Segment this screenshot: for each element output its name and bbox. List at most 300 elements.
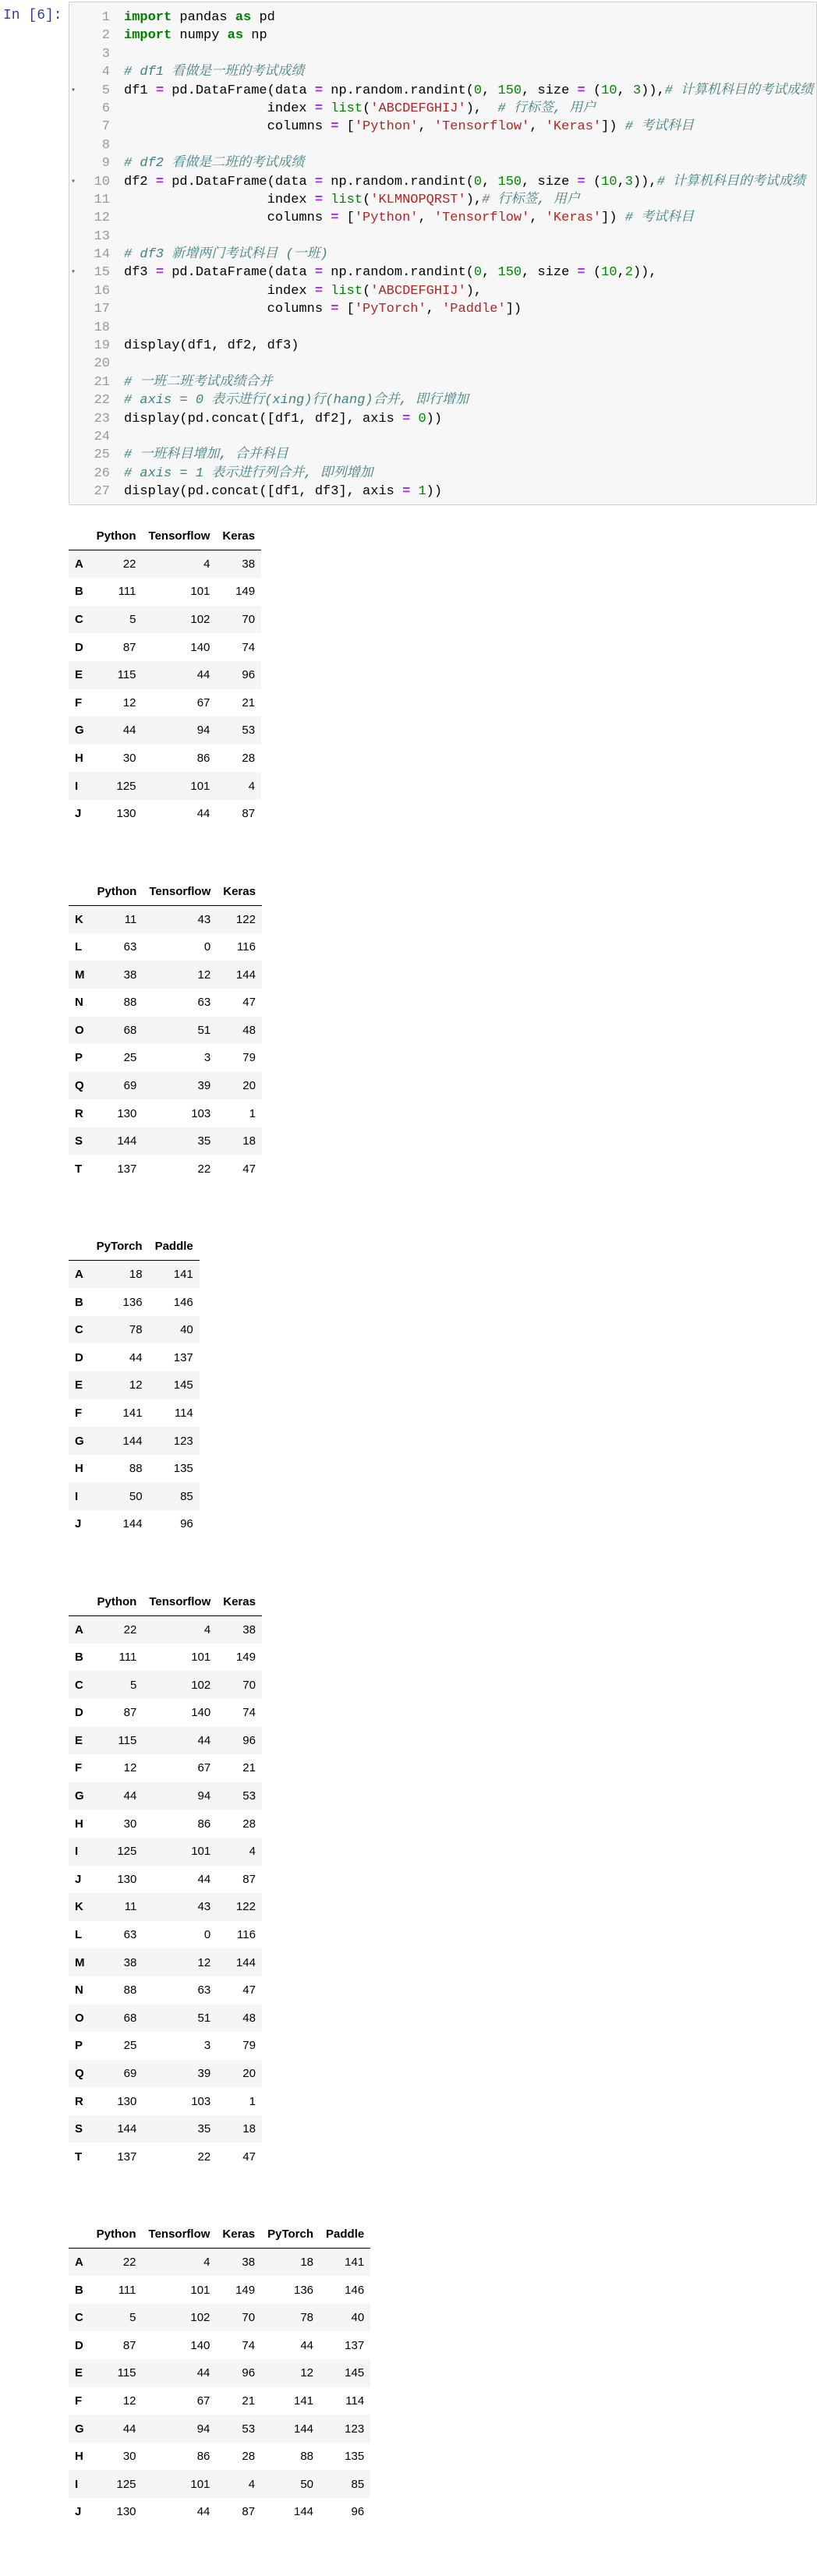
- row-index-label: C: [75, 1678, 83, 1692]
- table-cell: 12: [122, 2394, 136, 2408]
- table-cell: 140: [190, 640, 210, 654]
- code-token: ]): [505, 302, 522, 317]
- table-cell: 115: [117, 2366, 136, 2380]
- code-token: 'ABCDEFGHIJ': [370, 101, 466, 116]
- column-header: Python: [91, 1588, 143, 1616]
- table-row: [69, 2060, 262, 2088]
- table-row: [69, 2249, 370, 2277]
- code-token: # 考试科目: [624, 119, 695, 135]
- code-token: 150: [497, 174, 522, 189]
- code-line[interactable]: [124, 154, 816, 172]
- table-cell: 70: [242, 1678, 256, 1692]
- table-row: [69, 2032, 262, 2060]
- fold-arrow-icon[interactable]: ▾: [71, 177, 76, 186]
- code-token: 0: [473, 174, 483, 189]
- line-number: 27: [94, 484, 110, 500]
- code-line[interactable]: [124, 282, 816, 300]
- row-index-label: C: [75, 613, 83, 627]
- table-cell: 25: [123, 1051, 137, 1065]
- table-cell: 144: [293, 2505, 314, 2519]
- line-number: 21: [94, 374, 110, 390]
- code-token: 3: [624, 174, 633, 189]
- row-index-label: E: [75, 668, 83, 682]
- table-cell: 96: [180, 1517, 193, 1531]
- code-token: =: [155, 265, 164, 281]
- code-token: 2: [624, 265, 633, 281]
- code-token: columns: [124, 119, 331, 135]
- code-token: [: [338, 302, 355, 317]
- code-token: =: [331, 119, 339, 135]
- table-row: [69, 961, 262, 989]
- line-number: 13: [94, 228, 110, 244]
- table-cell: 68: [123, 2011, 137, 2025]
- column-header: PyTorch: [261, 2220, 320, 2249]
- table-cell: 144: [293, 2422, 314, 2436]
- line-number: 8: [101, 137, 110, 153]
- code-cell-editor[interactable]: [69, 2, 817, 505]
- table-row: [69, 1644, 262, 1672]
- table-cell: 146: [345, 2283, 365, 2297]
- code-line[interactable]: [124, 136, 816, 154]
- table-cell: 102: [190, 613, 210, 627]
- table-cell: 44: [196, 2505, 210, 2519]
- table-cell: 111: [118, 2283, 136, 2297]
- code-token: # 行标签, 用户: [482, 192, 580, 207]
- table-cell: 53: [242, 724, 256, 738]
- row-index-label: C: [75, 2311, 83, 2325]
- table-row: [69, 1893, 262, 1921]
- row-index-label: B: [75, 2283, 83, 2297]
- table-cell: 47: [242, 996, 256, 1010]
- code-line[interactable]: [124, 45, 816, 63]
- table-cell: 111: [118, 1651, 137, 1665]
- code-token: 'Python': [354, 211, 419, 226]
- code-line[interactable]: [124, 27, 816, 44]
- line-number: ▾ 15: [69, 264, 116, 281]
- line-number: 19: [94, 338, 110, 354]
- code-token: 0: [473, 265, 483, 281]
- row-index-label: S: [75, 2122, 83, 2136]
- table-cell: 96: [351, 2505, 365, 2519]
- row-index-label: G: [75, 1789, 84, 1803]
- code-token: columns: [124, 302, 331, 317]
- table-row: [69, 2415, 370, 2443]
- table-cell: 0: [203, 1928, 211, 1942]
- table-cell: 67: [197, 1761, 211, 1775]
- table-cell: 53: [242, 1789, 256, 1803]
- column-header: Keras: [216, 2220, 261, 2249]
- table-row: [69, 1482, 200, 1510]
- table-cell: 78: [300, 2311, 314, 2325]
- table-cell: 130: [117, 1872, 137, 1886]
- line-number: 14: [94, 247, 110, 263]
- code-token: [323, 284, 331, 299]
- table-cell: 115: [118, 1733, 137, 1747]
- table-cell: 96: [242, 668, 256, 682]
- code-token: 'Paddle': [442, 302, 506, 317]
- fold-arrow-icon[interactable]: ▾: [71, 86, 76, 95]
- line-number: 16: [94, 283, 110, 299]
- row-index-label: O: [75, 1023, 84, 1037]
- row-index-label: I: [75, 1845, 79, 1859]
- line-number: 17: [94, 302, 110, 317]
- table-row: [69, 2498, 370, 2526]
- table-cell: 140: [190, 2338, 210, 2352]
- code-area[interactable]: [124, 9, 816, 501]
- code-token: ),: [465, 101, 498, 116]
- code-token: =: [155, 174, 164, 189]
- code-token: =: [314, 101, 324, 116]
- table-cell: 102: [191, 1678, 211, 1692]
- table-cell: 101: [190, 2477, 210, 2491]
- table-cell: 63: [197, 996, 211, 1010]
- code-token: df3: [124, 265, 156, 281]
- table-cell: 87: [242, 2505, 256, 2519]
- index-header: [69, 1233, 90, 1261]
- table-cell: 123: [173, 1434, 193, 1448]
- code-token: np.random.randint(: [323, 174, 474, 189]
- table-row: [69, 1044, 262, 1072]
- code-token: display(pd.concat([df1, df2], axis: [124, 411, 403, 426]
- table-cell: 18: [129, 1268, 143, 1282]
- table-cell: 144: [117, 1134, 137, 1148]
- table-cell: 146: [173, 1295, 193, 1309]
- table-row: [69, 661, 261, 689]
- code-line[interactable]: [124, 300, 816, 318]
- dataframe-table: [69, 1588, 262, 2171]
- code-line[interactable]: [124, 246, 816, 264]
- code-token: pd.DataFrame(data: [164, 174, 315, 189]
- table-cell: 44: [122, 724, 136, 738]
- table-cell: 3: [203, 1051, 211, 1065]
- table-cell: 137: [173, 1350, 193, 1364]
- table-cell: 22: [122, 2256, 136, 2270]
- table-cell: 102: [190, 2311, 210, 2325]
- index-header: [69, 1588, 91, 1616]
- table-cell: 135: [345, 2450, 365, 2464]
- table-cell: 3: [203, 2039, 211, 2053]
- dataframe-table: [69, 522, 261, 828]
- index-header: [69, 2220, 90, 2249]
- code-token: =: [314, 283, 324, 299]
- row-index-label: D: [75, 2338, 83, 2352]
- row-index-label: P: [75, 2039, 83, 2053]
- table-cell: 12: [300, 2366, 314, 2380]
- code-token: =: [331, 211, 339, 226]
- column-header: Python: [90, 522, 143, 550]
- code-token: =: [314, 174, 324, 189]
- table-cell: 50: [300, 2477, 314, 2491]
- table-cell: 44: [196, 2366, 210, 2380]
- table-cell: 122: [235, 1900, 256, 1914]
- table-cell: 48: [242, 1023, 256, 1037]
- row-index-label: G: [75, 2422, 84, 2436]
- table-cell: 86: [196, 2450, 210, 2464]
- table-cell: 86: [197, 1817, 211, 1831]
- code-token: 0: [473, 83, 483, 98]
- code-token: [: [338, 211, 355, 226]
- table-row: [69, 1072, 262, 1100]
- row-index-label: K: [75, 912, 83, 926]
- table-cell: 144: [122, 1517, 143, 1531]
- table-row: [69, 2331, 370, 2359]
- code-line[interactable]: [124, 264, 816, 281]
- code-line[interactable]: [124, 118, 816, 136]
- code-token: ,: [418, 119, 434, 135]
- table-cell: 21: [242, 695, 256, 709]
- row-index-label: C: [75, 1323, 83, 1337]
- table-cell: 141: [345, 2256, 365, 2270]
- code-line[interactable]: [124, 173, 816, 191]
- code-token: numpy: [172, 28, 228, 44]
- table-row: [69, 1017, 262, 1045]
- code-token: index: [124, 283, 315, 299]
- table-cell: 141: [173, 1268, 193, 1282]
- table-row: [69, 550, 261, 579]
- table-cell: 40: [180, 1323, 193, 1337]
- table-cell: 136: [122, 1295, 143, 1309]
- table-row: [69, 1510, 200, 1538]
- table-cell: 96: [242, 1733, 256, 1747]
- line-number: 9: [101, 156, 110, 172]
- table-cell: 4: [203, 2256, 210, 2270]
- table-cell: 130: [117, 1106, 137, 1120]
- line-number: 3: [101, 46, 110, 62]
- code-token: =: [402, 484, 411, 500]
- table-cell: 12: [129, 1378, 143, 1392]
- table-cell: 137: [345, 2338, 365, 2352]
- line-number: 23: [94, 411, 110, 426]
- table-row: [69, 1316, 200, 1344]
- code-line[interactable]: [124, 410, 816, 428]
- table-row: [69, 717, 261, 745]
- table-cell: 122: [235, 912, 256, 926]
- row-index-label: Q: [75, 2066, 84, 2080]
- table-row: [69, 1127, 262, 1155]
- table-cell: 4: [203, 1622, 211, 1637]
- line-number: 1: [101, 10, 110, 25]
- table-cell: 20: [242, 1078, 256, 1092]
- code-token: ,: [617, 174, 625, 189]
- fold-arrow-icon[interactable]: ▾: [71, 268, 76, 278]
- table-cell: 94: [197, 1789, 211, 1803]
- table-cell: 74: [242, 640, 256, 654]
- table-row: [69, 2115, 262, 2143]
- dataframe-table: [69, 878, 262, 1184]
- table-cell: 87: [122, 2338, 136, 2352]
- line-number: 24: [94, 429, 110, 444]
- table-cell: 47: [242, 2150, 256, 2164]
- table-row: [69, 1948, 262, 1976]
- table-row: [69, 2443, 370, 2471]
- code-token: 'Python': [354, 119, 419, 135]
- table-cell: 25: [123, 2039, 137, 2053]
- table-cell: 44: [197, 1872, 211, 1886]
- table-row: [69, 1671, 262, 1699]
- code-line[interactable]: [124, 446, 816, 464]
- code-line[interactable]: [124, 465, 816, 483]
- table-cell: 47: [242, 1983, 256, 1997]
- table-row: [69, 1921, 262, 1949]
- table-row: [69, 745, 261, 773]
- table-cell: 101: [190, 2283, 210, 2297]
- code-token: 3: [632, 83, 642, 98]
- table-cell: 12: [123, 1761, 137, 1775]
- table-cell: 18: [242, 2122, 256, 2136]
- row-index-label: J: [75, 1872, 82, 1886]
- code-token: =: [577, 83, 585, 98]
- table-cell: 38: [242, 557, 256, 571]
- code-line[interactable]: [124, 9, 816, 27]
- table-cell: 111: [118, 585, 136, 599]
- table-cell: 18: [300, 2256, 314, 2270]
- code-line[interactable]: [124, 209, 816, 227]
- table-cell: 101: [190, 779, 210, 793]
- table-cell: 144: [235, 1955, 256, 1969]
- table-cell: 43: [197, 1900, 211, 1914]
- table-row: [69, 1976, 262, 2005]
- table-cell: 149: [235, 1651, 256, 1665]
- code-token: ,: [426, 302, 443, 317]
- column-header: Paddle: [149, 1233, 200, 1261]
- code-token: columns: [124, 211, 331, 226]
- table-cell: 63: [123, 1928, 137, 1942]
- table-cell: 4: [248, 2477, 256, 2491]
- table-cell: 79: [242, 2039, 256, 2053]
- table-cell: 74: [242, 2338, 256, 2352]
- code-token: =: [331, 302, 339, 317]
- code-token: # 一班二班考试成绩合并: [124, 374, 273, 390]
- table-row: [69, 606, 261, 634]
- code-line[interactable]: [124, 319, 816, 337]
- line-number: 6: [101, 101, 110, 116]
- code-line[interactable]: [124, 191, 816, 209]
- table-cell: 74: [242, 1706, 256, 1720]
- code-line[interactable]: [124, 63, 816, 81]
- code-line[interactable]: [124, 337, 816, 355]
- code-token: index: [124, 101, 315, 116]
- table-cell: 28: [242, 752, 256, 766]
- code-token: df2: [124, 174, 156, 189]
- cell-prompt: In [6]:: [3, 8, 62, 23]
- line-number: 20: [94, 356, 110, 372]
- code-token: display(pd.concat([df1, df3], axis: [124, 484, 403, 500]
- table-cell: 130: [116, 807, 136, 821]
- code-token: np.random.randint(: [323, 83, 474, 98]
- row-index-label: H: [75, 2450, 83, 2464]
- code-token: 'KLMNOPQRST': [370, 192, 466, 207]
- code-token: =: [577, 265, 585, 281]
- code-token: (: [363, 283, 371, 299]
- table-cell: 88: [123, 996, 137, 1010]
- table-cell: 35: [197, 2122, 211, 2136]
- code-token: (: [363, 192, 371, 207]
- row-index-label: L: [75, 940, 83, 954]
- row-index-label: F: [75, 1406, 83, 1420]
- code-token: 1: [418, 484, 426, 500]
- code-token: list: [331, 101, 363, 116]
- code-token: )): [426, 484, 443, 500]
- code-line[interactable]: [124, 373, 816, 391]
- code-token: ]): [601, 211, 625, 226]
- table-cell: 50: [129, 1489, 143, 1503]
- line-number: 7: [101, 119, 110, 135]
- column-header: Tensorflow: [143, 2220, 217, 2249]
- code-token: # 行标签, 用户: [497, 101, 596, 116]
- table-cell: 125: [117, 1845, 137, 1859]
- code-token: =: [577, 174, 585, 189]
- code-token: )),: [632, 174, 657, 189]
- code-line[interactable]: [124, 100, 816, 118]
- table-cell: 114: [174, 1406, 193, 1420]
- row-index-label: D: [75, 1350, 83, 1364]
- code-line[interactable]: [124, 228, 816, 246]
- cell-outputs: [69, 522, 370, 2576]
- table-cell: 69: [123, 2066, 137, 2080]
- table-cell: 141: [122, 1406, 143, 1420]
- code-token: pandas: [172, 10, 235, 25]
- row-index-label: F: [75, 695, 83, 709]
- table-cell: 40: [351, 2311, 365, 2325]
- table-cell: 88: [129, 1462, 143, 1476]
- table-cell: 53: [242, 2422, 256, 2436]
- table-cell: 70: [242, 613, 256, 627]
- row-index-label: J: [75, 2505, 82, 2519]
- table-cell: 35: [197, 1134, 211, 1148]
- code-token: [: [338, 119, 355, 135]
- table-row: [69, 989, 262, 1017]
- dataframe-table: [69, 2220, 370, 2526]
- table-row: [69, 1754, 262, 1782]
- table-cell: 149: [235, 2283, 256, 2297]
- row-index-label: J: [75, 1517, 82, 1531]
- code-line[interactable]: [124, 483, 816, 501]
- code-token: [323, 193, 331, 207]
- table-cell: 114: [345, 2394, 365, 2408]
- table-cell: 44: [196, 807, 210, 821]
- code-line[interactable]: [124, 428, 816, 446]
- table-cell: 136: [293, 2283, 314, 2297]
- code-line[interactable]: [124, 391, 816, 409]
- table-cell: 116: [237, 1928, 256, 1942]
- line-number: 4: [101, 65, 110, 80]
- table-row: [69, 1288, 200, 1316]
- table-cell: 70: [242, 2311, 256, 2325]
- row-index-label: E: [75, 2366, 83, 2380]
- table-cell: 140: [191, 1706, 211, 1720]
- table-cell: 1: [249, 1106, 256, 1120]
- code-token: 0: [418, 411, 426, 426]
- row-index-label: R: [75, 1106, 83, 1120]
- table-cell: 87: [123, 1706, 137, 1720]
- table-cell: 144: [122, 1434, 143, 1448]
- table-cell: 103: [191, 1106, 211, 1120]
- table-cell: 123: [345, 2422, 365, 2436]
- line-number: ▾ 10: [69, 173, 116, 191]
- code-line[interactable]: [124, 355, 816, 373]
- row-index-label: E: [75, 1733, 83, 1747]
- code-token: , size: [522, 174, 578, 189]
- code-line[interactable]: [124, 82, 816, 100]
- table-cell: 85: [180, 1489, 193, 1503]
- index-header: [69, 522, 90, 550]
- table-cell: 38: [123, 968, 137, 982]
- code-token: list: [331, 192, 363, 207]
- code-token: # axis = 0 表示进行(xing)行(hang)合并, 即行增加: [124, 393, 469, 409]
- table-cell: 30: [123, 1817, 137, 1831]
- code-token: =: [314, 192, 324, 207]
- table-row: [69, 1782, 262, 1810]
